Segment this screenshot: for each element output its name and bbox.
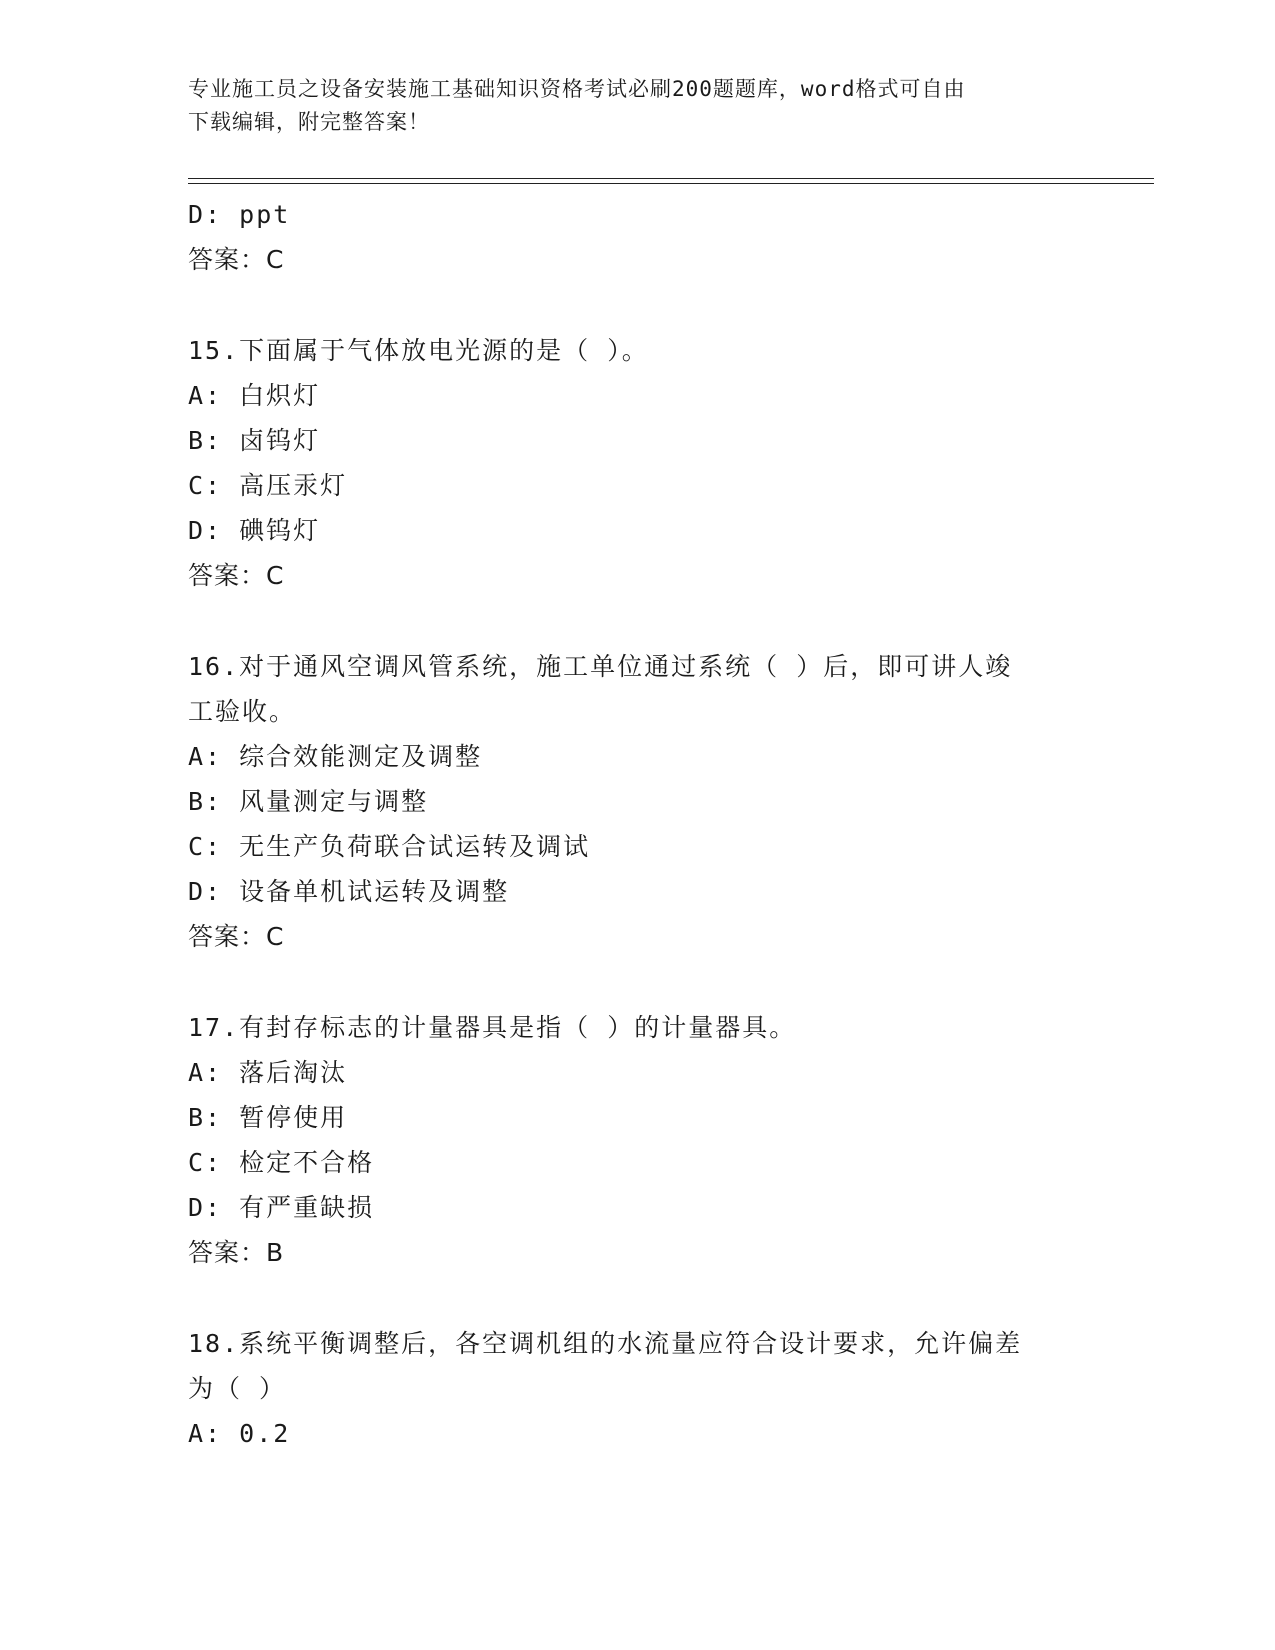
header-line-2: 下载编辑，附完整答案！: [188, 110, 430, 134]
option-d: D: ppt: [188, 200, 291, 229]
option-a: A: 综合效能测定及调整: [188, 742, 483, 771]
option-a: A: 白炽灯: [188, 381, 321, 410]
header-line-1: 专业施工员之设备安装施工基础知识资格考试必刷200题题库，word格式可自由: [188, 77, 966, 101]
header-divider-bottom: [188, 183, 1154, 184]
option-d: D: 有严重缺损: [188, 1193, 375, 1222]
option-c: C: 高压汞灯: [188, 471, 348, 500]
answer: 答案：C: [188, 561, 285, 590]
question-18: [188, 1321, 1088, 1456]
question-title-line-1: 16.对于通风空调风管系统，施工单位通过系统（ ）后，即可讲人竣: [188, 652, 1013, 681]
spacer: [188, 959, 1088, 1005]
option-c: C: 检定不合格: [188, 1148, 375, 1177]
question-title: 15.下面属于气体放电光源的是（ ）。: [188, 336, 649, 365]
header-divider-top: [188, 178, 1154, 179]
question-15: [188, 328, 1088, 598]
question-title-line-2: 工验收。: [188, 697, 297, 726]
answer: 答案：C: [188, 922, 285, 951]
option-b: B: 风量测定与调整: [188, 787, 429, 816]
question-title-line-1: 18.系统平衡调整后，各空调机组的水流量应符合设计要求，允许偏差: [188, 1329, 1023, 1358]
option-b: B: 暂停使用: [188, 1103, 348, 1132]
document-header: [188, 73, 1088, 139]
question-14-tail: [188, 192, 1088, 282]
question-list: [188, 192, 1088, 1456]
option-d: D: 设备单机试运转及调整: [188, 877, 510, 906]
spacer: [188, 1275, 1088, 1321]
option-a: A: 0.2: [188, 1419, 291, 1448]
option-a: A: 落后淘汰: [188, 1058, 348, 1087]
answer: 答案：C: [188, 245, 285, 274]
answer: 答案：B: [188, 1238, 285, 1267]
option-d: D: 碘钨灯: [188, 516, 321, 545]
question-title-line-2: 为（ ）: [188, 1374, 287, 1403]
option-c: C: 无生产负荷联合试运转及调试: [188, 832, 591, 861]
spacer: [188, 282, 1088, 328]
spacer: [188, 598, 1088, 644]
option-b: B: 卤钨灯: [188, 426, 321, 455]
question-16: [188, 644, 1088, 959]
question-17: [188, 1005, 1088, 1275]
question-title: 17.有封存标志的计量器具是指（ ）的计量器具。: [188, 1013, 797, 1042]
